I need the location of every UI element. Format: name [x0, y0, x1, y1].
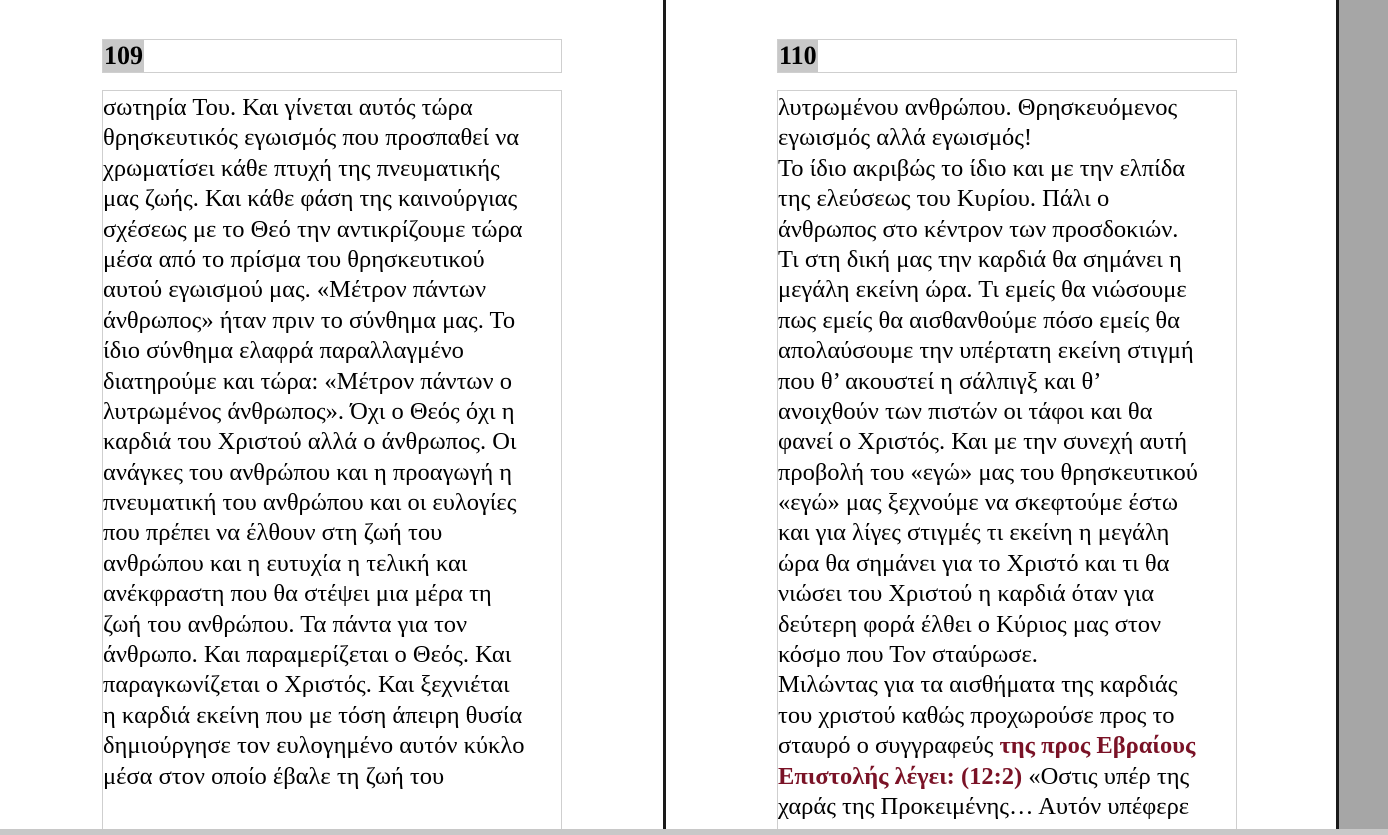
right-text-body: [778, 91, 1236, 731]
text-line: δεύτερη φορά έλθει ο Κύριος μας στον: [778, 610, 1162, 638]
text-line: ίδιο σύνθημα ελαφρά παραλλαγμένο: [103, 337, 464, 365]
left-page-number: 109: [104, 41, 143, 70]
text-line: άνθρωπος στο κέντρον των προσδοκιών.: [778, 215, 1179, 243]
text-line: κόσμο που Τον σταύρωσε.: [778, 641, 1038, 669]
text-line: μέσα από το πρίσμα του θρησκευτικού: [103, 245, 485, 273]
text-line: καρδιά του Χριστού αλλά ο άνθρωπος. Οι: [103, 428, 517, 456]
text-line: Τι στη δική μας την καρδιά θα σημάνει η: [778, 245, 1182, 273]
text-line: σωτηρία Του. Και γίνεται αυτός τώρα: [103, 94, 473, 121]
text-run: σταυρό ο συγγραφεύς: [778, 732, 1000, 760]
text-line: λυτρωμένου ανθρώπου. Θρησκευόμενος: [778, 94, 1178, 121]
text-line: [778, 762, 1236, 792]
right-header-box: [777, 39, 1237, 73]
text-line: του χριστού καθώς προχωρούσε προς το: [778, 701, 1175, 729]
scripture-reference: της προς Εβραίους: [999, 732, 1196, 760]
horizontal-scrollbar[interactable]: [0, 829, 1388, 835]
text-line: μας ζωής. Και κάθε φάση της καινούργιας: [103, 185, 518, 213]
text-line: Μιλώντας για τα αισθήματα της καρδιάς: [778, 671, 1178, 699]
right-text-tail: [778, 731, 1236, 822]
text-line: άνθρωπος» ήταν πριν το σύνθημα μας. Το: [103, 306, 516, 334]
text-line: προβολή του «εγώ» μας του θρησκευτικού: [778, 458, 1198, 486]
text-line: παραγκωνίζεται ο Χριστός. Και ξεχνιέται: [103, 671, 510, 699]
gutter-divider: [663, 0, 666, 835]
text-line: άνθρωπο. Και παραμερίζεται ο Θεός. Και: [103, 641, 512, 669]
text-line: χαράς της Προκειμένης… Αυτόν υπέφερε: [778, 792, 1190, 820]
text-line: ανθρώπου και η ευτυχία η τελική και: [103, 549, 468, 577]
page-edge-divider: [1336, 0, 1339, 835]
text-line: απολαύσουμε την υπέρτατη εκείνη στιγμή: [778, 337, 1194, 365]
text-line: θρησκευτικός εγωισμός που προσπαθεί να: [103, 124, 520, 152]
text-line: νιώσει του Χριστού η καρδιά όταν για: [778, 580, 1155, 608]
left-text-box[interactable]: [102, 90, 562, 835]
text-line: σχέσεως με το Θεό την αντικρίζουμε τώρα: [103, 215, 523, 243]
right-page: [677, 0, 1336, 835]
left-page: [0, 0, 662, 835]
text-line: που θ’ ακουστεί η σάλπιγξ και θ’: [778, 367, 1102, 395]
text-line: φανεί ο Χριστός. Και με την συνεχή αυτή: [778, 428, 1188, 456]
text-line: διατηρούμε και τώρα: «Μέτρον πάντων ο: [103, 367, 512, 395]
text-line: χρωματίσει κάθε πτυχή της πνευματικής: [103, 154, 500, 182]
text-run: «Οστις υπέρ της: [1022, 762, 1190, 790]
text-line: πνευματική του ανθρώπου και οι ευλογίες: [103, 489, 517, 517]
right-page-number: 110: [779, 41, 817, 70]
text-line: εγωισμός αλλά εγωισμός!: [778, 124, 1033, 152]
right-text-box[interactable]: [777, 90, 1237, 835]
text-line: ώρα θα σημάνει για το Χριστό και τι θα: [778, 549, 1170, 577]
text-line: που πρέπει να έλθουν στη ζωή του: [103, 519, 443, 547]
scripture-reference: Επιστολής λέγει: (12:2): [778, 762, 1023, 790]
text-line: η καρδιά εκείνη που με τόση άπειρη θυσία: [103, 701, 523, 729]
text-line: πως εμείς θα αισθανθούμε πόσο εμείς θα: [778, 306, 1181, 334]
text-line: Το ίδιο ακριβώς το ίδιο και με την ελπίδα: [778, 154, 1186, 182]
text-line: της ελεύσεως του Κυρίου. Πάλι ο: [778, 185, 1110, 213]
text-line: δημιούργησε τον ευλογημένο αυτόν κύκλο: [103, 732, 525, 760]
text-line: ανοιχθούν των πιστών οι τάφοι και θα: [778, 397, 1153, 425]
left-text-body: [103, 91, 561, 792]
text-line: «εγώ» μας ξεχνούμε να σκεφτούμε έστω: [778, 489, 1179, 517]
left-header-box: [102, 39, 562, 73]
text-line: αυτού εγωισμού μας. «Μέτρον πάντων: [103, 276, 487, 304]
text-line: ανέκφραστη που θα στέψει μια μέρα τη: [103, 580, 492, 608]
text-line: μεγάλη εκείνη ώρα. Τι εμείς θα νιώσουμε: [778, 276, 1187, 304]
text-line: ζωή του ανθρώπου. Τα πάντα για τον: [103, 610, 468, 638]
text-line: λυτρωμένος άνθρωπος». Όχι ο Θεός όχι η: [103, 397, 515, 425]
text-line: και για λίγες στιγμές τι εκείνη η μεγάλη: [778, 519, 1170, 547]
text-line: ανάγκες του ανθρώπου και η προαγωγή η: [103, 458, 513, 486]
text-line: μέσα στον οποίο έβαλε τη ζωή του: [103, 762, 445, 790]
text-line: [778, 731, 1236, 761]
